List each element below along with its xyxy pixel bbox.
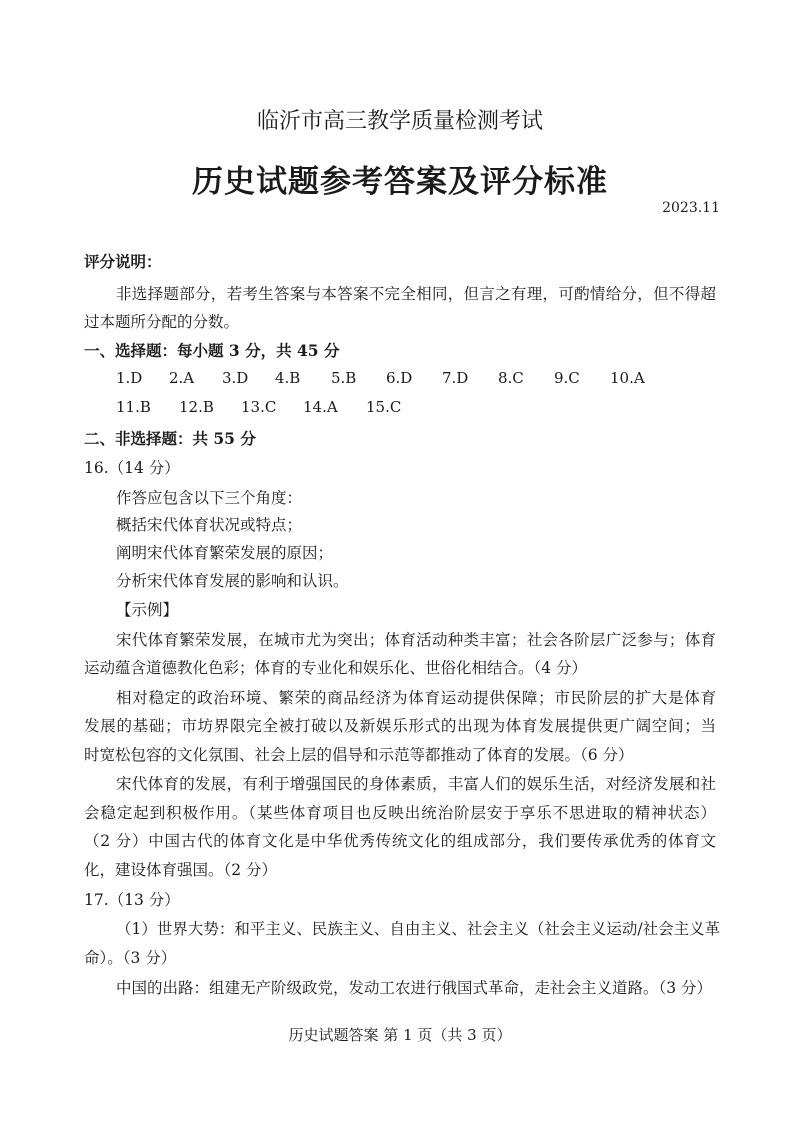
q16-paragraph-3-line: 会稳定起到积极作用。（某些体育项目也反映出统治阶层安于享乐不思进取的精神状态）	[84, 804, 716, 822]
page-title: 历史试题参考答案及评分标准	[192, 164, 608, 200]
scoring-notes-line-2: 过本题所分配的分数。	[84, 313, 240, 331]
answer-item: 6.D	[386, 369, 413, 387]
answer-item: 13.C	[241, 398, 277, 416]
answer-item: 8.C	[498, 369, 524, 387]
q16-paragraph-1-line: 宋代体育繁荣发展，在城市尤为突出；体育活动种类丰富；社会各阶层广泛参与；体育	[116, 631, 716, 649]
answer-item: 1.D	[116, 369, 143, 387]
scoring-notes-line-1: 非选择题部分，若考生答案与本答案不完全相同，但言之有理，可酌情给分，但不得超	[116, 285, 716, 303]
q16-angle-3: 分析宋代体育发展的影响和认识。	[116, 572, 349, 590]
answer-item: 10.A	[610, 369, 645, 387]
exam-date: 2023.11	[662, 200, 720, 216]
q16-paragraph-3-line: （2 分）中国古代的体育文化是中华优秀传统文化的组成部分，我们要传承优秀的体育文	[84, 832, 716, 850]
answer-item: 5.B	[331, 369, 357, 387]
answer-row-1	[116, 369, 645, 387]
q16-angle-2: 阐明宋代体育繁荣发展的原因；	[116, 544, 334, 562]
exam-subtitle: 临沂市高三教学质量检测考试	[256, 109, 543, 134]
answer-item: 7.D	[442, 369, 469, 387]
q17-paragraph-2-line: 中国的出路：组建无产阶级政党，发动工农进行俄国式革命，走社会主义道路。（3 分）	[116, 979, 713, 997]
q16-angles-intro: 作答应包含以下三个角度：	[116, 489, 303, 507]
q16-paragraph-3-line: 化，建设体育强国。（2 分）	[84, 861, 278, 879]
answer-item: 3.D	[222, 369, 249, 387]
page-footer: 历史试题答案 第 1 页（共 3 页）	[288, 1026, 512, 1044]
q17-paragraph-1-line: 命）。（3 分）	[84, 949, 177, 967]
q16-angle-1: 概括宋代体育状况或特点；	[116, 516, 303, 534]
question-16-label: 16.（14 分）	[84, 459, 180, 477]
q16-paragraph-1-line: 运动蕴含道德教化色彩；体育的专业化和娱乐化、世俗化相结合。（4 分）	[84, 659, 588, 677]
question-17-label: 17.（13 分）	[84, 891, 180, 909]
section-1-heading: 一、选择题：每小题 3 分，共 45 分	[84, 341, 340, 360]
section-2-heading: 二、非选择题：共 55 分	[84, 429, 256, 448]
q16-paragraph-2-line: 时宽松包容的文化氛围、社会上层的倡导和示范等都推动了体育的发展。（6 分）	[84, 746, 634, 764]
answer-item: 4.B	[275, 369, 301, 387]
scoring-notes-heading: 评分说明：	[84, 252, 162, 271]
answer-item: 11.B	[116, 398, 151, 416]
q16-paragraph-2-line: 相对稳定的政治环境、繁荣的商品经济为体育运动提供保障；市民阶层的扩大是体育	[116, 689, 716, 707]
answer-item: 2.A	[169, 369, 195, 387]
answer-item: 14.A	[303, 398, 338, 416]
answer-row-2	[116, 398, 401, 416]
answer-item: 9.C	[554, 369, 580, 387]
q16-example-label: 【示例】	[116, 601, 179, 619]
q16-paragraph-3-line: 宋代体育的发展，有利于增强国民的身体素质，丰富人们的娱乐生活，对经济发展和社	[116, 775, 716, 793]
q17-paragraph-1-line: （1）世界大势：和平主义、民族主义、自由主义、社会主义（社会主义运动/社会主义革	[116, 920, 721, 938]
answer-item: 12.B	[179, 398, 214, 416]
answer-item: 15.C	[366, 398, 402, 416]
q16-paragraph-2-line: 发展的基础；市坊界限完全被打破以及新娱乐形式的出现为体育发展提供更广阔空间；当	[84, 717, 716, 735]
